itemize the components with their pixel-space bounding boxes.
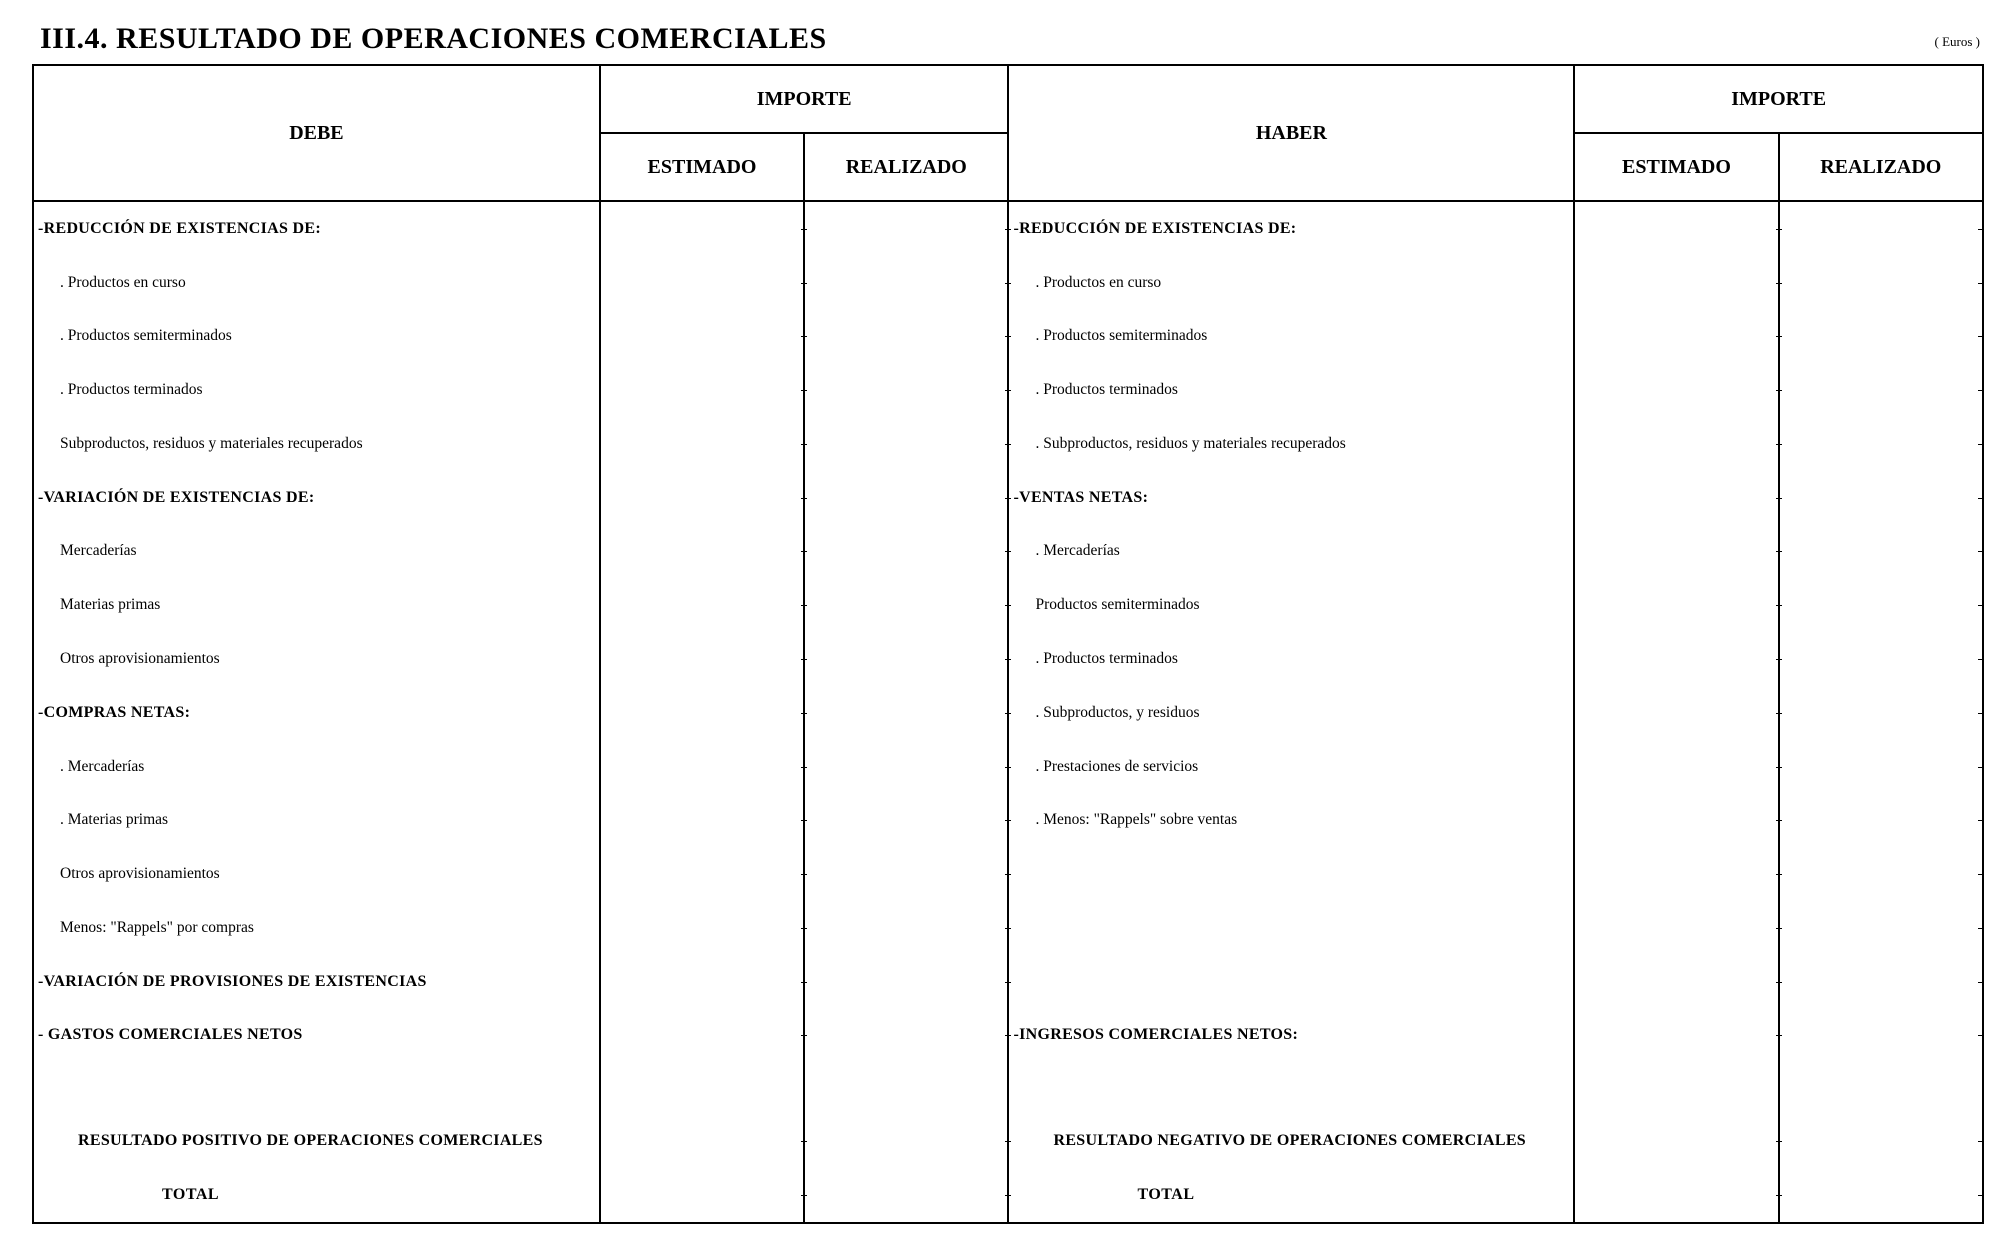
haber-label-cell: [1008, 955, 1574, 1009]
debe-estimado-cell: [600, 363, 804, 417]
haber-realizado-cell: [1779, 793, 1983, 847]
haber-label: . Subproductos, y residuos: [1035, 703, 1200, 721]
haber-realizado-cell: [1779, 1114, 1983, 1168]
debe-estimado-cell: [600, 793, 804, 847]
haber-label: . Productos terminados: [1035, 650, 1178, 667]
debe-realizado-cell: [804, 632, 1008, 686]
haber-realizado-cell: [1779, 578, 1983, 632]
table-row: [33, 417, 1983, 471]
debe-label: -VARIACIÓN DE PROVISIONES DE EXISTENCIAS: [38, 972, 427, 990]
debe-realizado-cell: [804, 1062, 1008, 1114]
haber-realizado-cell: [1779, 847, 1983, 901]
haber-label: . Mercaderías: [1035, 542, 1120, 560]
debe-realizado-cell: [804, 417, 1008, 471]
debe-label-cell: [33, 847, 600, 901]
table-row: [33, 686, 1983, 740]
haber-realizado-cell: [1779, 310, 1983, 364]
haber-estimado-cell: [1574, 1168, 1778, 1223]
debe-label: Menos: "Rappels" por compras: [60, 918, 254, 936]
debe-label-cell: [33, 1114, 600, 1168]
debe-label-cell: [33, 578, 600, 632]
debe-label: -VARIACIÓN DE EXISTENCIAS DE:: [38, 488, 315, 506]
haber-estimado-cell: [1574, 740, 1778, 794]
debe-realizado-cell: [804, 1114, 1008, 1168]
debe-label-cell: [33, 525, 600, 579]
haber-label-cell: [1008, 632, 1574, 686]
debe-estimado-cell: [600, 471, 804, 525]
haber-realizado-cell: [1779, 632, 1983, 686]
operations-result-table: [32, 64, 1984, 1224]
debe-label-cell: [33, 955, 600, 1009]
debe-realizado-cell: [804, 525, 1008, 579]
debe-realizado-cell: [804, 901, 1008, 955]
haber-label-cell: [1008, 256, 1574, 310]
debe-label: Otros aprovisionamientos: [60, 865, 220, 883]
haber-label-cell: [1008, 1114, 1574, 1168]
haber-label: . Productos semiterminados: [1035, 327, 1208, 345]
debe-label-cell: [33, 256, 600, 310]
debe-label: Materias primas: [60, 596, 161, 614]
haber-realizado-cell: [1779, 256, 1983, 310]
debe-label: RESULTADO POSITIVO DE OPERACIONES COMERCIALES: [78, 1132, 543, 1150]
debe-estimado-cell: [600, 310, 804, 364]
haber-estimado-cell: [1574, 632, 1778, 686]
debe-estimado-cell: [600, 955, 804, 1009]
debe-label: . Productos semiterminados: [60, 327, 232, 345]
haber-estimado-cell: [1574, 793, 1778, 847]
haber-label: . Productos en curso: [1035, 273, 1162, 291]
debe-realizado-cell: [804, 793, 1008, 847]
debe-label-cell: [33, 417, 600, 471]
haber-label-cell: [1008, 363, 1574, 417]
haber-realizado-cell: [1779, 363, 1983, 417]
table-row: [33, 632, 1983, 686]
debe-label-cell: [33, 793, 600, 847]
debe-header: DEBE: [33, 65, 600, 201]
debe-estimado-cell: [600, 578, 804, 632]
haber-label: -INGRESOS COMERCIALES NETOS:: [1013, 1026, 1299, 1044]
debe-realizado-cell: [804, 1008, 1008, 1062]
importe-header-right: IMPORTE: [1574, 65, 1983, 133]
table-row: [33, 525, 1983, 579]
debe-realizado-cell: [804, 847, 1008, 901]
haber-realizado-cell: [1779, 417, 1983, 471]
debe-label-cell: [33, 1008, 600, 1062]
haber-label: [1009, 919, 1035, 936]
haber-estimado-cell: [1574, 363, 1778, 417]
debe-realizado-cell: [804, 578, 1008, 632]
table-row: [33, 1062, 1983, 1114]
table-row: [33, 201, 1983, 256]
currency-units-label: ( Euros ): [1934, 34, 1980, 49]
haber-estimado-cell: [1574, 201, 1778, 256]
debe-estimado-cell: [600, 1114, 804, 1168]
haber-label: [1009, 1079, 1035, 1096]
table-row: [33, 793, 1983, 847]
haber-estimado-cell: [1574, 1114, 1778, 1168]
haber-label: Productos semiterminados: [1035, 596, 1200, 614]
haber-header: HABER: [1008, 65, 1574, 201]
debe-label: . Materias primas: [60, 811, 169, 829]
haber-realizado-cell: [1779, 686, 1983, 740]
debe-label-cell: [33, 201, 600, 256]
haber-label-cell: [1008, 847, 1574, 901]
debe-label: . Mercaderías: [60, 757, 145, 775]
debe-label-cell: [33, 632, 600, 686]
debe-estimado-cell: [600, 632, 804, 686]
haber-realizado-cell: [1779, 740, 1983, 794]
debe-estimado-cell: [600, 201, 804, 256]
haber-estimado-cell: [1574, 256, 1778, 310]
haber-realizado-cell: [1779, 471, 1983, 525]
table-row: [33, 847, 1983, 901]
debe-label-cell: [33, 1062, 600, 1114]
debe-label: TOTAL: [162, 1186, 220, 1204]
table-row: [33, 901, 1983, 955]
haber-estimado-cell: [1574, 1008, 1778, 1062]
table-row: [33, 740, 1983, 794]
debe-label: . Productos terminados: [60, 381, 203, 399]
debe-label-cell: [33, 363, 600, 417]
debe-label: Mercaderías: [60, 542, 137, 560]
haber-label-cell: [1008, 1008, 1574, 1062]
haber-label: . Prestaciones de servicios: [1035, 757, 1199, 775]
debe-label: Otros aprovisionamientos: [60, 650, 220, 667]
debe-realizado-cell: [804, 201, 1008, 256]
haber-label: -VENTAS NETAS:: [1013, 488, 1149, 506]
haber-label: -REDUCCIÓN DE EXISTENCIAS DE:: [1013, 219, 1297, 237]
haber-label-cell: [1008, 417, 1574, 471]
haber-label: TOTAL: [1137, 1186, 1195, 1204]
haber-realizado-cell: [1779, 901, 1983, 955]
table-row: [33, 363, 1983, 417]
debe-label: - GASTOS COMERCIALES NETOS: [38, 1026, 303, 1044]
haber-estimado-cell: [1574, 901, 1778, 955]
debe-label-cell: [33, 1168, 600, 1223]
debe-label-cell: [33, 686, 600, 740]
haber-realizado-cell: [1779, 525, 1983, 579]
realizado-header-left: REALIZADO: [804, 133, 1008, 201]
table-row: [33, 1114, 1983, 1168]
debe-label-cell: [33, 471, 600, 525]
debe-realizado-cell: [804, 310, 1008, 364]
debe-realizado-cell: [804, 1168, 1008, 1223]
haber-label-cell: [1008, 525, 1574, 579]
estimado-header-left: ESTIMADO: [600, 133, 804, 201]
haber-label-cell: [1008, 901, 1574, 955]
debe-label-cell: [33, 740, 600, 794]
debe-realizado-cell: [804, 471, 1008, 525]
debe-label-cell: [33, 901, 600, 955]
debe-estimado-cell: [600, 686, 804, 740]
debe-estimado-cell: [600, 740, 804, 794]
haber-estimado-cell: [1574, 578, 1778, 632]
table-row: [33, 471, 1983, 525]
debe-estimado-cell: [600, 847, 804, 901]
debe-estimado-cell: [600, 1008, 804, 1062]
page-title: III.4. RESULTADO DE OPERACIONES COMERCIALES: [40, 22, 827, 55]
haber-label: . Productos terminados: [1035, 381, 1178, 399]
importe-header-left: IMPORTE: [600, 65, 1009, 133]
table-row: [33, 1008, 1983, 1062]
haber-estimado-cell: [1574, 847, 1778, 901]
table-row: [33, 1168, 1983, 1223]
table-row: [33, 955, 1983, 1009]
haber-estimado-cell: [1574, 471, 1778, 525]
haber-label-cell: [1008, 686, 1574, 740]
haber-realizado-cell: [1779, 955, 1983, 1009]
table-body: [33, 201, 1983, 1223]
table-row: [33, 256, 1983, 310]
haber-estimado-cell: [1574, 686, 1778, 740]
table-row: [33, 578, 1983, 632]
haber-estimado-cell: [1574, 1062, 1778, 1114]
debe-estimado-cell: [600, 256, 804, 310]
debe-estimado-cell: [600, 901, 804, 955]
haber-realizado-cell: [1779, 1168, 1983, 1223]
haber-label-cell: [1008, 578, 1574, 632]
haber-label-cell: [1008, 740, 1574, 794]
debe-label: -REDUCCIÓN DE EXISTENCIAS DE:: [38, 219, 321, 237]
debe-realizado-cell: [804, 955, 1008, 1009]
haber-estimado-cell: [1574, 955, 1778, 1009]
haber-estimado-cell: [1574, 310, 1778, 364]
haber-label: . Subproductos, residuos y materiales recuperados: [1035, 434, 1346, 452]
debe-label: [34, 1079, 60, 1096]
haber-label: [1009, 865, 1035, 882]
estimado-header-right: ESTIMADO: [1574, 133, 1778, 201]
haber-label-cell: [1008, 310, 1574, 364]
haber-estimado-cell: [1574, 417, 1778, 471]
haber-label-cell: [1008, 1062, 1574, 1114]
table-row: [33, 310, 1983, 364]
debe-estimado-cell: [600, 417, 804, 471]
debe-realizado-cell: [804, 740, 1008, 794]
debe-estimado-cell: [600, 525, 804, 579]
debe-label: Subproductos, residuos y materiales recuperados: [60, 434, 363, 452]
haber-estimado-cell: [1574, 525, 1778, 579]
haber-realizado-cell: [1779, 1062, 1983, 1114]
haber-label: [1009, 973, 1035, 990]
haber-label-cell: [1008, 1168, 1574, 1223]
haber-realizado-cell: [1779, 1008, 1983, 1062]
debe-label: -COMPRAS NETAS:: [38, 703, 191, 721]
debe-label: . Productos en curso: [60, 273, 186, 291]
haber-label: RESULTADO NEGATIVO DE OPERACIONES COMERCIALES: [1053, 1132, 1526, 1150]
debe-realizado-cell: [804, 686, 1008, 740]
debe-estimado-cell: [600, 1062, 804, 1114]
haber-label: . Menos: "Rappels" sobre ventas: [1035, 811, 1238, 829]
debe-realizado-cell: [804, 363, 1008, 417]
haber-label-cell: [1008, 793, 1574, 847]
debe-label-cell: [33, 310, 600, 364]
haber-realizado-cell: [1779, 201, 1983, 256]
debe-estimado-cell: [600, 1168, 804, 1223]
haber-label-cell: [1008, 201, 1574, 256]
realizado-header-right: REALIZADO: [1779, 133, 1983, 201]
debe-realizado-cell: [804, 256, 1008, 310]
haber-label-cell: [1008, 471, 1574, 525]
